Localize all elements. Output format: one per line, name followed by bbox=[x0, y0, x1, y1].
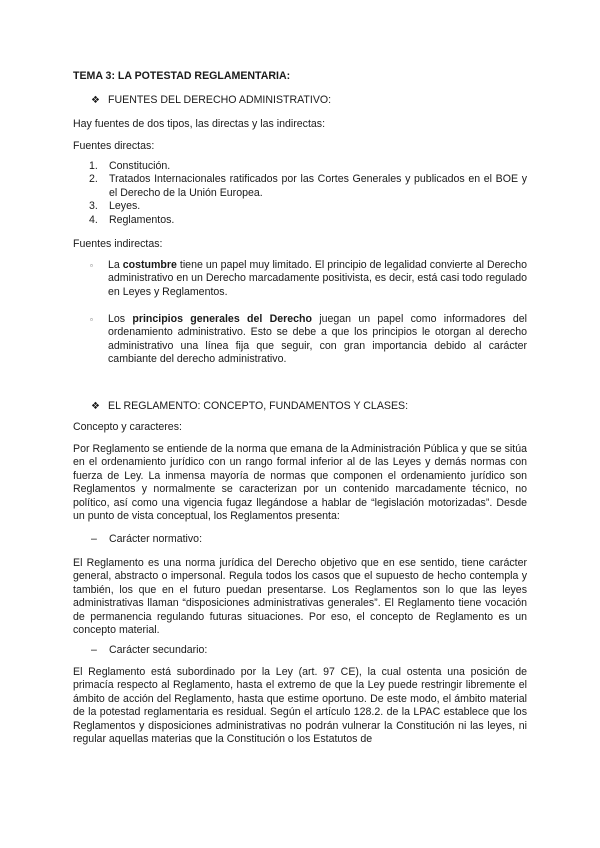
list-item: 2. Tratados Internacionales ratificados por las Cortes Generales y publicados en el BOE y el Derecho de la Unión Europea. bbox=[89, 173, 527, 199]
characteristic-secundario-label: – Carácter secundario: bbox=[91, 644, 208, 656]
dash-bullet-icon: – bbox=[91, 644, 97, 656]
list-item: 4. Reglamentos. bbox=[89, 213, 175, 226]
document-title: TEMA 3: LA POTESTAD REGLAMENTARIA: bbox=[73, 70, 291, 82]
direct-sources-list bbox=[73, 160, 527, 227]
indirect-source-text: La costumbre tiene un papel muy limitado. El principio de legalidad convierte al Derecho administrativo en un Derecho marcadamente positivista, es decir, está casi todo regulado en Leyes y Reglamentos. bbox=[108, 259, 527, 298]
dash-bullet-icon: – bbox=[91, 533, 97, 545]
square-bullet-icon: ▫ bbox=[90, 315, 93, 324]
section-heading-fuentes bbox=[91, 94, 331, 107]
indirect-source-text: Los principios generales del Derecho juegan un papel como informadores del ordenamiento administrativo. Esto se debe a que los principios le otorgan al derecho administrativo una línea fija que seguir, con gran importancia debido al carácter cambiante del derecho administrativo. bbox=[108, 313, 527, 366]
list-item: 1. Constitución. bbox=[89, 160, 171, 172]
section-heading-reglamento bbox=[91, 400, 408, 413]
intro-paragraph: Hay fuentes de dos tipos, las directas y las indirectas: bbox=[73, 118, 326, 130]
paragraph-normativo: El Reglamento es una norma jurídica del Derecho objetivo que en ese sentido, tiene carácter general, abstracto o impersonal. Regula todos los casos que el supuesto de hecho contempla y también, los que en el futuro puedan presentarse. Los Reglamentos son lo que las leyes administrativas llaman “disposiciones administrativas generales”. El Reglamento tiene vocación de permanencia regulando futuras situaciones. Por eso, el concepto de Reglamento es un concepto material. bbox=[73, 557, 527, 637]
indirect-sources-label: Fuentes indirectas: bbox=[73, 238, 163, 250]
section-heading-text: FUENTES DEL DERECHO ADMINISTRATIVO: bbox=[108, 94, 332, 106]
direct-sources-label: Fuentes directas: bbox=[73, 140, 155, 152]
paragraph-definicion: Por Reglamento se entiende de la norma que emana de la Administración Pública y que se sitúa en el ordenamiento jurídico con un rango formal inferior al de las Leyes y demás normas con fuerza de Ley. La inmensa mayoría de normas que componen el ordenamiento jurídico son Reglamentos y normalmente se caracterizan por un contenido marcadamente técnico, no político, así como una vigencia fugaz llegándose a hablar de “legislación motorizadas”. Desde un punto de vista conceptual, los Reglamentos presenta: bbox=[73, 443, 527, 523]
square-bullet-icon: ▫ bbox=[90, 261, 93, 270]
indirect-source-costumbre bbox=[73, 259, 527, 299]
diamond-bullet-icon: ❖ bbox=[91, 95, 100, 106]
paragraph-secundario: El Reglamento está subordinado por la Ley (art. 97 CE), la cual ostenta una posición de primacía respecto al Reglamento, hasta el extremo de que la Ley puede restringir libremente el ámbito de acción del Reglamento, hasta que estime oportuno. De este modo, el ámbito material de la potestad reglamentaria es residual. Según el artículo 128.2. de la LPAC establece que los Reglamentos y disposiciones administrativas no podrán vulnerar la Constitución ni las leyes, ni regular aquellas materias que la Constitución o los Estatutos de bbox=[73, 666, 527, 746]
characteristic-normativo-label: – Carácter normativo: bbox=[91, 533, 203, 545]
diamond-bullet-icon: ❖ bbox=[91, 401, 100, 412]
subheading-concepto: Concepto y caracteres: bbox=[73, 421, 182, 433]
list-item: 3. Leyes. bbox=[89, 200, 141, 213]
section-heading-text: EL REGLAMENTO: CONCEPTO, FUNDAMENTOS Y CLASES: bbox=[108, 400, 409, 412]
indirect-source-principios bbox=[73, 313, 527, 367]
